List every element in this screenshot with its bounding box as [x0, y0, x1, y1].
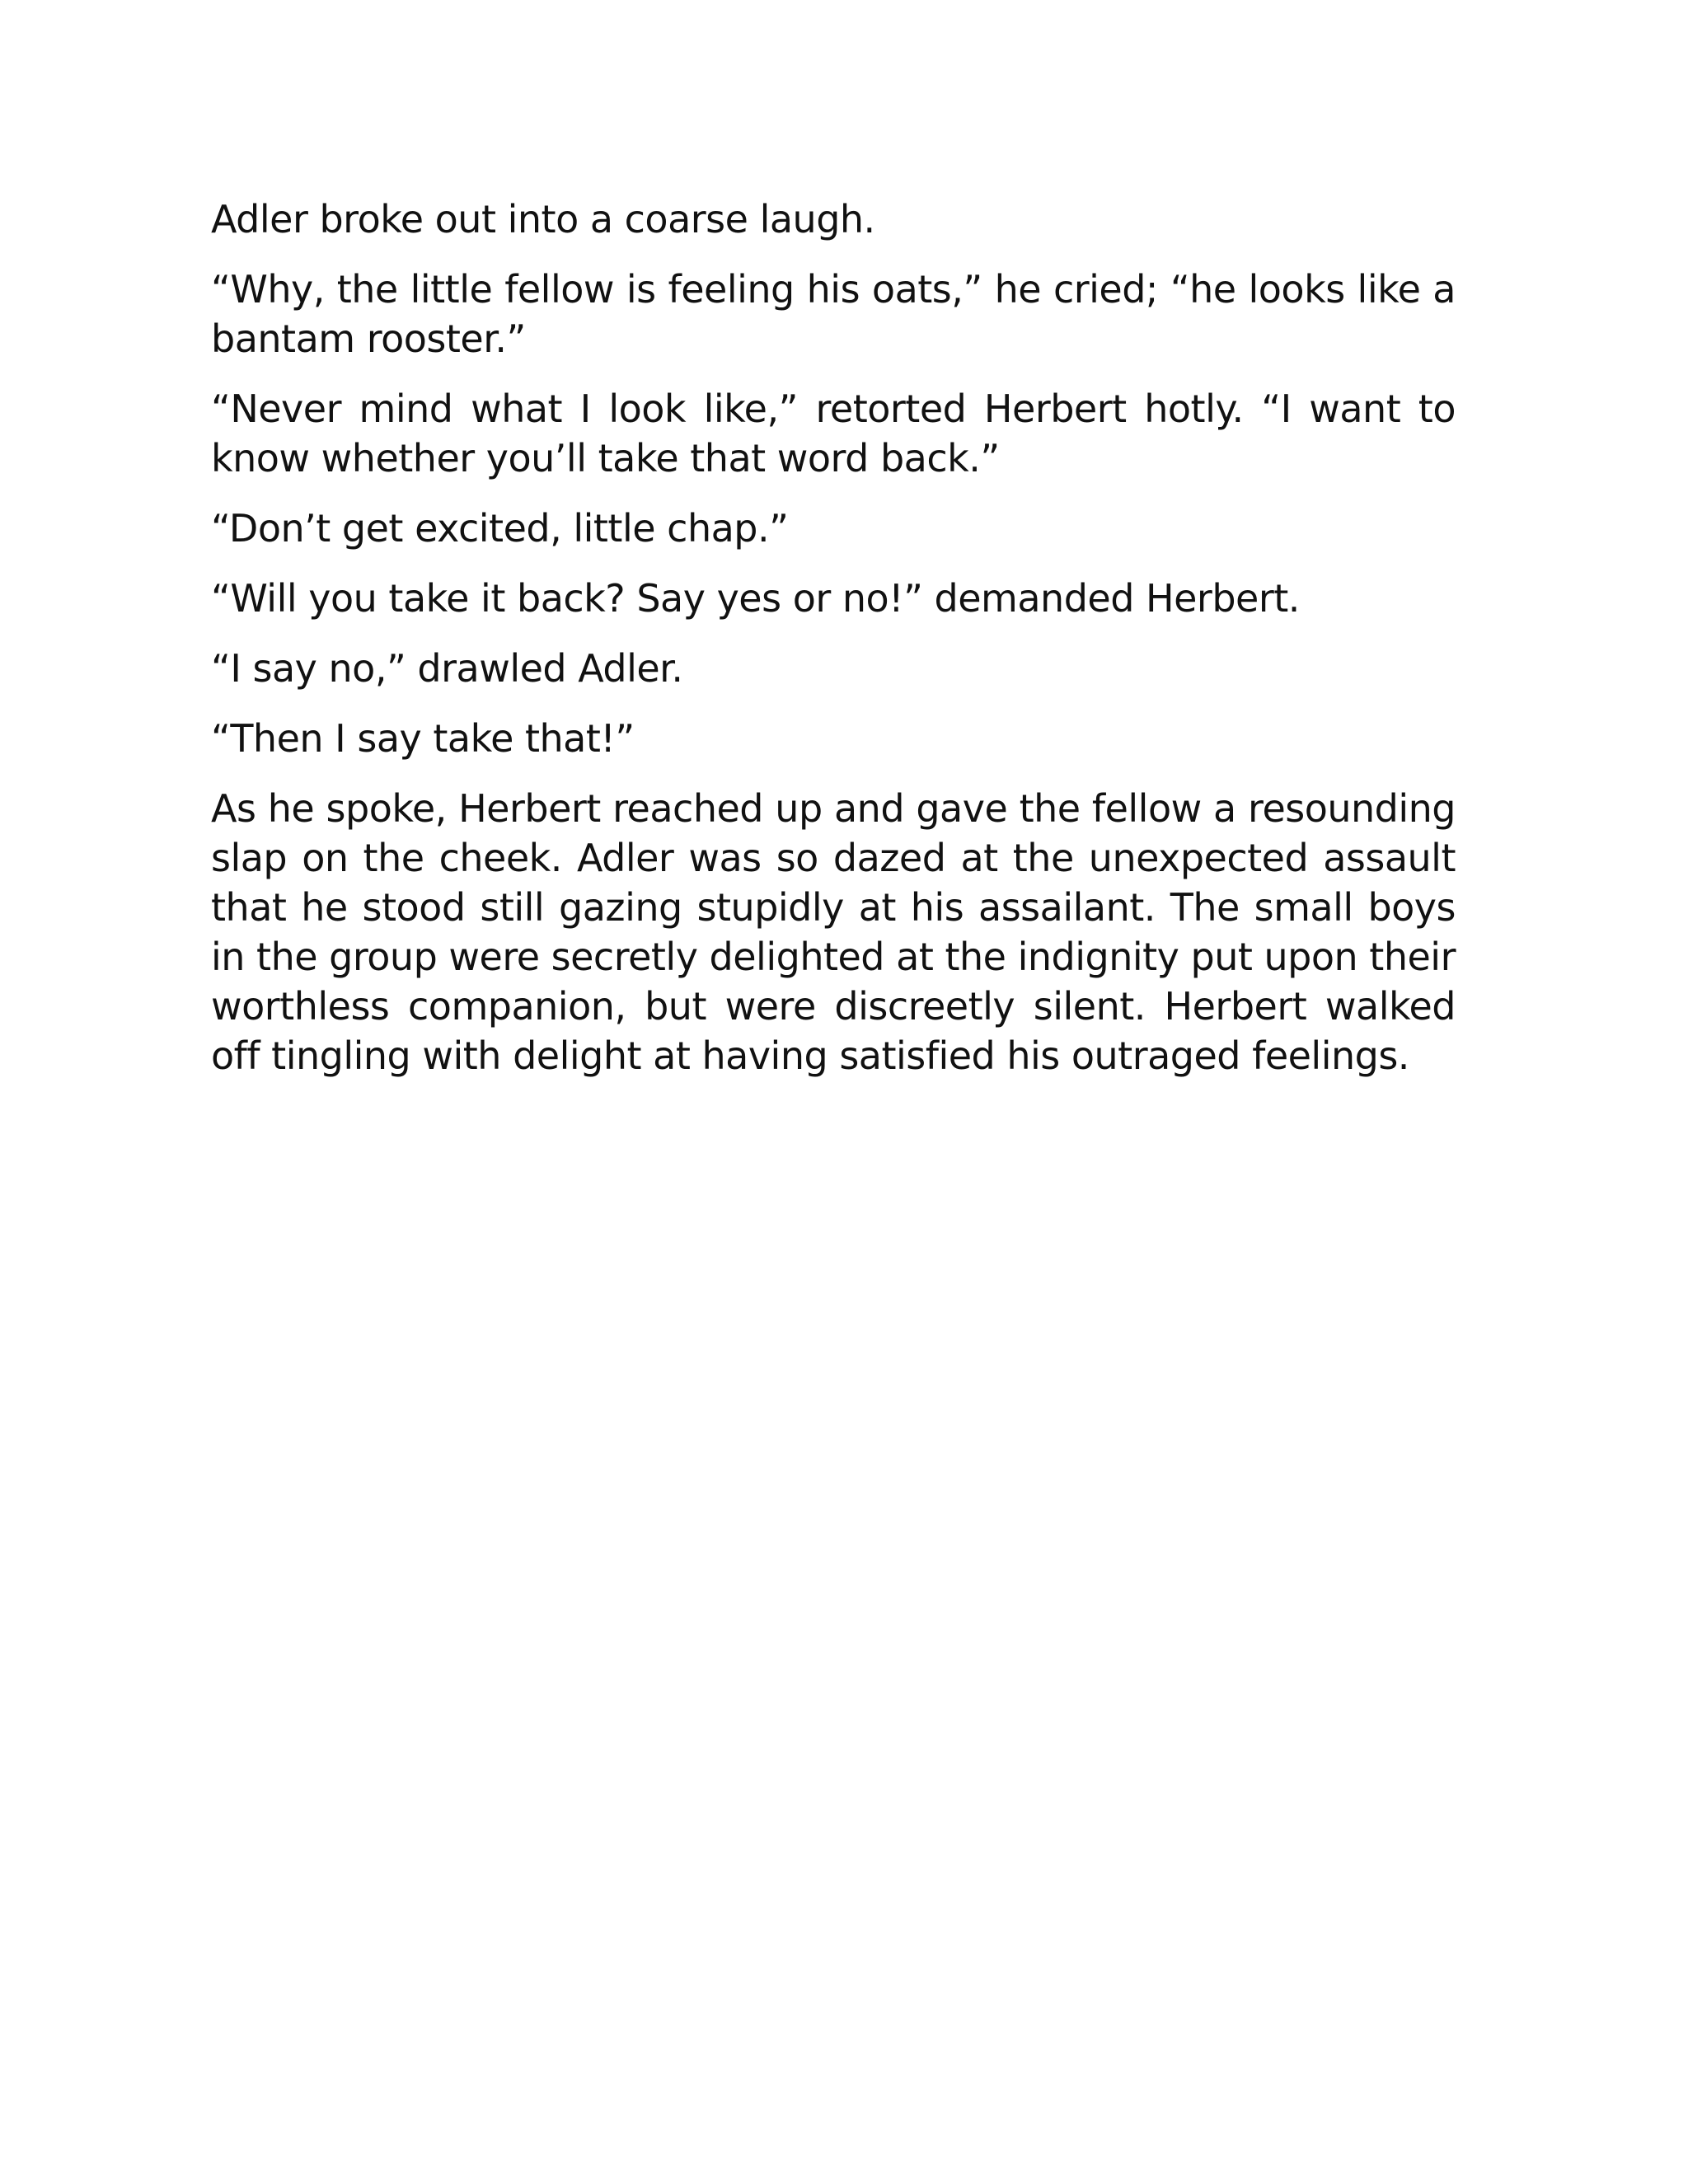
paragraph: “Don’t get excited, little chap.” — [211, 506, 789, 551]
body-text — [211, 194, 1456, 1101]
paragraph: As he spoke, Herbert reached up and gave the fellow a resounding slap on the cheek. Adler was so dazed at the unexpected assault that he stood still gazing stupidly at his assailant. The small boys in the group were secretly delighted at the indignity put upon their worthless companion, but were discreetly silent. Herbert walked off tingling with delight at having satisfied his outraged feelings. — [211, 786, 1456, 1078]
paragraph: “I say no,” drawled Adler. — [211, 646, 683, 691]
paragraph: “Will you take it back? Say yes or no!” demanded Herbert. — [211, 576, 1300, 621]
paragraph: “Then I say take that!” — [211, 716, 635, 761]
paragraph: Adler broke out into a coarse laugh. — [211, 197, 875, 241]
paragraph: “Why, the little fellow is feeling his oats,” he cried; “he looks like a bantam rooster.” — [211, 267, 1456, 361]
paragraph: “Never mind what I look like,” retorted Herbert hotly. “I want to know whether you’ll take that word back.” — [211, 387, 1456, 480]
